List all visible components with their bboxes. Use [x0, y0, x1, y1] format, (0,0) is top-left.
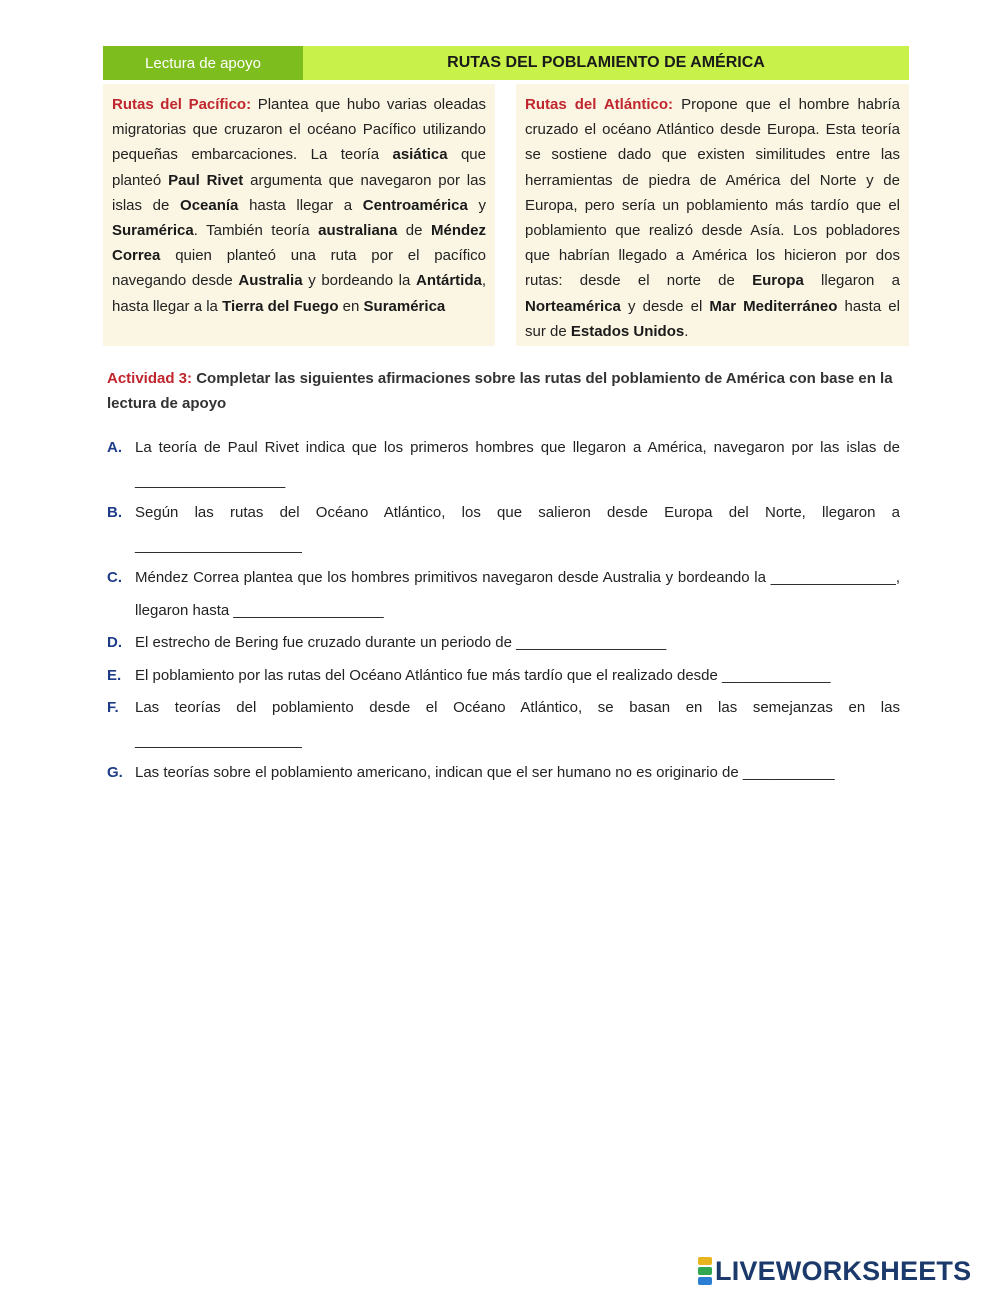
- pacific-text: . También teoría: [193, 222, 319, 240]
- question-item: [107, 562, 900, 627]
- pacific-text: y: [467, 196, 487, 214]
- question-letter: B.: [107, 504, 122, 521]
- liveworksheets-icon: [698, 1257, 712, 1285]
- pacific-text: hasta llegar a: [238, 196, 363, 214]
- pacific-bold: Antártida: [415, 272, 482, 290]
- activity-label: Actividad 3:: [107, 370, 193, 387]
- question-letter: G.: [107, 764, 123, 781]
- atlantic-text: hasta el sur de: [525, 297, 900, 340]
- pacific-text: , hasta llegar a la: [112, 272, 486, 315]
- question-letter: C.: [107, 569, 122, 586]
- question-item: [107, 627, 900, 660]
- atlantic-bold: Europa: [752, 272, 804, 290]
- logo-block-icon: [698, 1257, 712, 1265]
- question-letter: A.: [107, 439, 122, 456]
- pacific-bold: Méndez Correa: [112, 222, 486, 265]
- pacific-text: argumenta que navegaron por las islas de: [112, 171, 486, 214]
- atlantic-bold: Norteamérica: [525, 297, 621, 315]
- pacific-bold: Suramérica: [112, 222, 194, 240]
- question-letter: F.: [107, 699, 119, 716]
- question-text[interactable]: Méndez Correa plantea que los hombres primitivos navegaron desde Australia y bordeando la _______________, llegaron hasta __________________: [135, 569, 900, 619]
- atlantic-text: y desde el: [620, 297, 710, 315]
- brand-name: LIVEWORKSHEETS: [715, 1255, 972, 1286]
- activity-instruction: [107, 366, 902, 416]
- pacific-bold: australiana: [318, 222, 398, 240]
- question-text[interactable]: Las teorías sobre el poblamiento americano, indican que el ser humano no es originario de ___________: [135, 764, 835, 781]
- question-list: [107, 432, 900, 790]
- question-letter: E.: [107, 666, 122, 684]
- pacific-bold: asiática: [392, 146, 448, 164]
- liveworksheets-logo: [698, 1254, 971, 1288]
- activity-text: Completar las siguientes afirmaciones sobre las rutas del poblamiento de América con base en la lectura de apoyo: [107, 370, 893, 412]
- header-bar: [103, 46, 909, 80]
- pacific-text: de: [397, 222, 431, 240]
- pacific-bold: Suramérica: [363, 297, 446, 315]
- reading-pacific: [103, 84, 495, 346]
- question-text[interactable]: La teoría de Paul Rivet indica que los primeros hombres que llegaron a América, navegaron por las islas de __________________: [135, 439, 900, 489]
- question-item: [107, 757, 900, 790]
- pacific-text: quien planteó una ruta por el pacífico navegando desde: [112, 247, 486, 290]
- question-item: [107, 497, 900, 562]
- question-letter: D.: [107, 634, 122, 651]
- question-item: [107, 432, 900, 497]
- logo-block-icon: [698, 1267, 712, 1275]
- page-title: RUTAS DEL POBLAMIENTO DE AMÉRICA: [303, 46, 909, 80]
- atlantic-bold: Estados Unidos: [570, 322, 685, 340]
- pacific-bold: Paul Rivet: [168, 171, 244, 189]
- question-item: [107, 692, 900, 757]
- atlantic-text: Propone que el hombre habría cruzado el océano Atlántico desde Europa. Esta teoría se sostiene dado que existen similitudes entre las herramientas de piedra de América del Norte y de Europa, pero sería un poblamiento más tardío que el poblamiento que realizó desde Asía. Los pobladores que habrían llegado a América los hicieron por dos rutas: desde el norte de: [525, 96, 900, 290]
- pacific-lead: Rutas del Pacífico:: [112, 96, 252, 113]
- pacific-text: que planteó: [112, 146, 486, 189]
- question-text[interactable]: El poblamiento por las rutas del Océano Atlántico fue más tardío que el realizado desde _____________: [135, 666, 831, 684]
- atlantic-text: .: [684, 322, 689, 340]
- pacific-bold: Tierra del Fuego: [222, 297, 339, 315]
- pacific-bold: Australia: [238, 272, 303, 290]
- question-text[interactable]: Las teorías del poblamiento desde el Océano Atlántico, se basan en las semejanzas en las ____________________: [135, 699, 900, 749]
- question-text[interactable]: El estrecho de Bering fue cruzado durante un periodo de __________________: [135, 634, 667, 651]
- logo-block-icon: [698, 1277, 712, 1285]
- reading-atlantic: [516, 84, 909, 346]
- atlantic-lead: Rutas del Atlántico:: [525, 96, 674, 113]
- pacific-text: Plantea que hubo varias oleadas migratorias que cruzaron el océano Pacífico utilizando pequeñas embarcaciones. La teoría: [112, 96, 487, 164]
- pacific-text: y bordeando la: [302, 272, 416, 290]
- header-tab-label: Lectura de apoyo: [103, 46, 303, 80]
- pacific-text: en: [338, 297, 364, 315]
- atlantic-bold: Mar Mediterráneo: [709, 297, 838, 315]
- pacific-bold: Centroamérica: [362, 196, 468, 214]
- question-item: [107, 660, 900, 693]
- pacific-bold: Oceanía: [180, 196, 239, 214]
- atlantic-text: llegaron a: [803, 272, 900, 290]
- question-text[interactable]: Según las rutas del Océano Atlántico, los que salieron desde Europa del Norte, llegaron a ____________________: [135, 504, 900, 554]
